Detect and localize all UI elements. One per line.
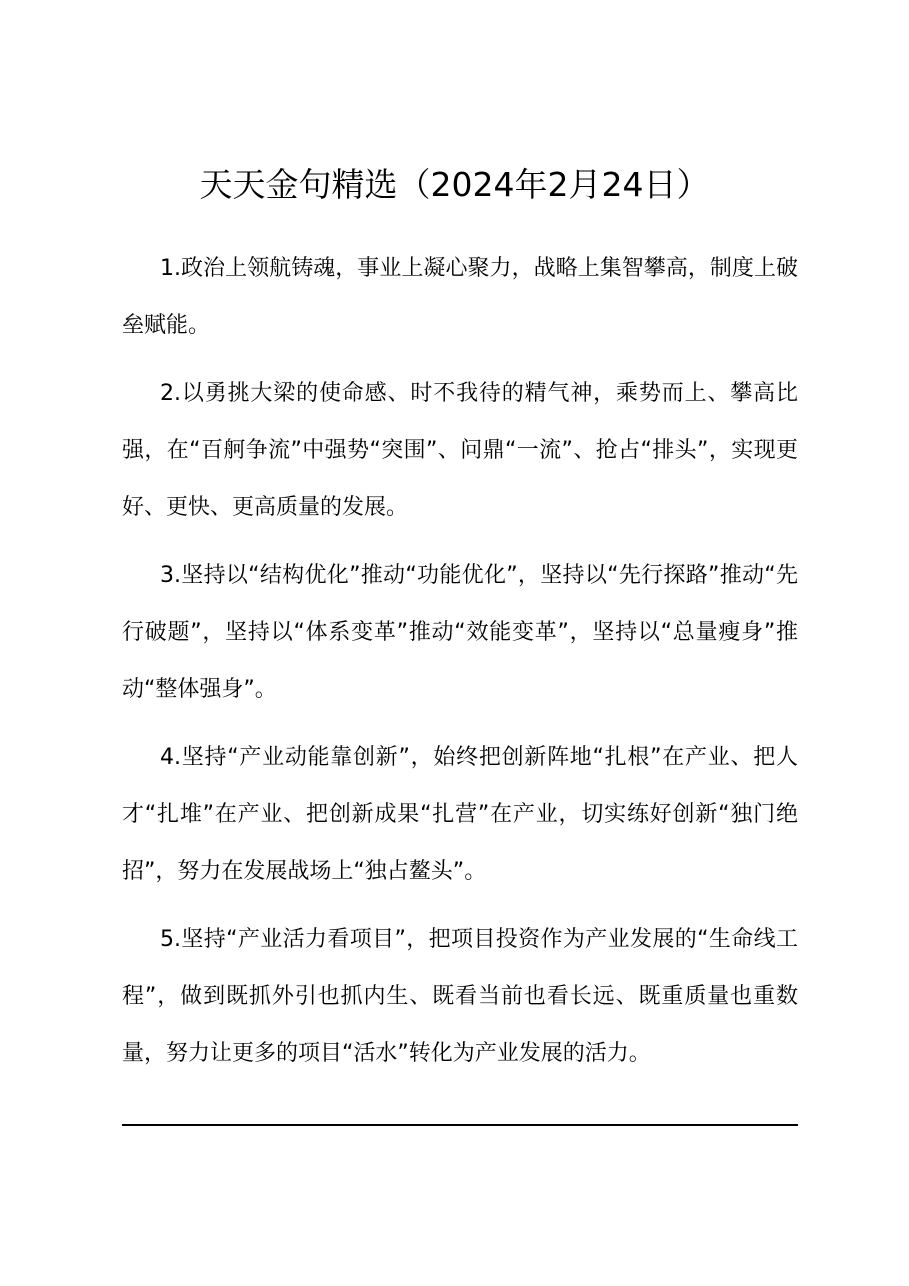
document-title: 天天金句精选（2024年2月24日）: [199, 165, 710, 204]
document-body: [122, 240, 798, 1082]
paragraph-3: 3.坚持以“结构优化”推动“功能优化”，坚持以“先行探路”推动“先行破题”，坚持以“体系变革”推动“效能变革”，坚持以“总量瘦身”推动“整体强身”。: [122, 563, 798, 702]
paragraph-5: 5.坚持“产业活力看项目”，把项目投资作为产业发展的“生命线工程”，做到既抓外引也抓内生、既看当前也看长远、既重质量也重数量，努力让更多的项目“活水”转化为产业发展的活力。: [122, 927, 798, 1066]
paragraph-2: 2.以勇挑大梁的使命感、时不我待的精气神，乘势而上、攀高比强，在“百舸争流”中强势“突围”、问鼎“一流”、抢占“排头”，实现更好、更快、更高质量的发展。: [122, 381, 798, 520]
bottom-divider: [122, 1124, 798, 1126]
paragraph-4: 4.坚持“产业动能靠创新”，始终把创新阵地“扎根”在产业、把人才“扎堆”在产业、把创新成果“扎营”在产业，切实练好创新“独门绝招”，努力在发展战场上“独占鳌头”。: [122, 745, 798, 884]
paragraph-1: 1.政治上领航铸魂，事业上凝心聚力，战略上集智攀高，制度上破垒赋能。: [122, 256, 798, 338]
